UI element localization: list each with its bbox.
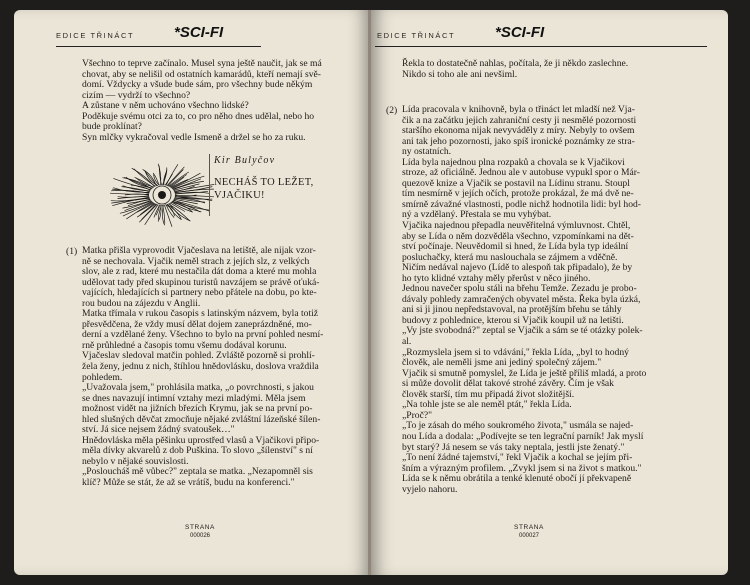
paragraph: Všechno to teprve začínalo. Musel syna ještě naučit, jak se má chovat, aby se nelišil od ostatních kamarádů, kteří nemají svě- domí. Vždycky a všude bude sám, pro všechny bude někým cizím — vydrží to všechno? A zůstane v něm uchováno všechno lidské? Poděkuje svému otci za to, co pro něho dnes udělal, nebo ho bude proklínat? Syn mlčky vykračoval vedle Ismeně a držel se ho za ruku. [82,58,322,143]
sci-fi-logo: *SCI-FI [174,24,224,41]
page-number: 000026 [189,533,211,539]
section-number: (1) [66,246,78,257]
left-page-header [14,24,370,44]
sci-fi-logo: *SCI-FI [495,24,545,41]
spiky-sphere-illustration [110,158,214,232]
page-label: STRANA [514,524,544,531]
left-page [14,10,370,575]
left-body-text [82,246,364,489]
right-page [371,10,728,575]
story-title: NECHÁŠ TO LEŽET, VJAČIKU! [214,177,314,201]
series-title: EDICE TŘINÁCT [56,31,135,40]
section-number: (2) [386,105,398,116]
right-page-footer [499,524,559,539]
header-rule [375,46,707,47]
series-title: EDICE TŘINÁCT [377,31,456,40]
right-body-text [402,105,702,495]
page-label: STRANA [185,524,215,531]
right-page-header [371,24,728,44]
left-top-text [82,59,364,143]
quote-divider [209,154,210,216]
page-number: 000027 [518,533,540,539]
left-page-footer [170,524,230,539]
paragraph: Matka přišla vyprovodit Vjačeslava na letiště, ale nijak vzor- ně se nechovala. Vjačik neměl strach z jejích slz, z velkých slov, ale z rad, které mu nestačila dát doma a které mu mohla udělovat tady před skupinou turistů navzájem se právě oťuká- vajících, hledajících si partnery nebo přátele na dobu, po kte- rou budou na zájezdu v Anglii. Matka třímala v rukou časopis s latinským názvem, byla totiž přesvědčena, že vždy musí dělat dojem zaneprázdněné, mo- derní a vzdělané ženy. Všechno to bylo na první pohled nesmí- rně průhledné a časopis tomu všemu dodával korunu. Vjačeslav sledoval matčin pohled. Zvláště pozorně si prohlí- žela ženy, jednu z nich, štíhlou hnědovlásku, doslova vraždila pohledem. „Uvažovala jsem," prohlásila matka, „o povrchnosti, s jakou se dnes navazují intimní vztahy mezi mladými. Měla jsem možnost vidět na jižních březích Krymu, jak se na první po- hled slušných děvčat zmocňuje nějaké zvláštní lázeňské šílen- ství. Já sice nejsem žádný svatoušek…" Hnědovláska měla pěšinku uprostřed vlasů a Vjačikovi připo- měla dívky akvarelů z dob Puškina. To slovo „šílenství" s ní nebylo v nějaké souvislosti. „Posloucháš mě vůbec?" zeptala se matka. „Nezapomněl sis klíč? Může se stát, že až se vrátíš, budu na konferenci." [82,245,324,489]
story-author: Kir Bulyčov [214,155,276,166]
story-title-block [214,155,354,202]
paragraph: Lída pracovala v knihovně, byla o třináct let mladší než Vja- čik a na začátku jejich zahraniční cesty ji nesmělé pozornosti staršího ekonoma nijak nevyváděly z míry. Nebyly to ovšem ani tak jeho pozornosti, jako spíš ironické poznámky ze stra- ny ostatních. Lída byla najednou plna rozpaků a chovala se k Vjačikovi stroze, až oficiálně. Jednou ale v autobuse vypukl spor o Már- quezově knize a Vjačik se postavil na Lídinu stranu. Stoupl tím nesmírně v jejích očích, protože prokázal, že má dvě ne- smírně závažné vlastnosti, podle nichž hodnotila lidi: byl hod- ný a vzdělaný. Přestala se mu vyhýbat. Vjačika najednou přepadla neuvěřitelná výmluvnost. Chtěl, aby se Lída o něm dozvěděla všechno, vzpomínkami na dět- ství počínaje. Neuvědomil si hned, že Lída byla typ ideální posluchačky, která mu naslouchala se zájmem a vděčně. Ničím nedával najevo (Lídě to alespoň tak připadalo), že by ho tyto klidné vztahy měly přerůst v něco jiného. Jednou navečer spolu stáli na břehu Temže. Zezadu je probo- dávaly pohledy zamračených obyvatel města. Řeka byla úzká, ani si ji jinou nepředstavoval, na protějším břehu se táhly budovy z pohlednice, kterou si Vjačik koupil už na letišti. „Vy jste svobodná?" zeptal se Vjačik a sám se té otázky polek- al. „Rozmyslela jsem si to vdávání," řekla Lída, „byl to hodný člověk, ale neměli jsme ani jediný společný zájem." Vjačik si smutně pomyslel, že Lída je ještě příliš mladá, a proto si může dovolit dělat takové strohé závěry. Čím je však člověk starší, tím mu připadá život složitější. „Na tohle jste se ale neměl ptát," řekla Lída. „Proč?" „To je zásah do mého soukromého života," usmála se najed- nou Lída a dodala: „Podívejte se ten legrační parník! Jak myslí byt starý? Já nesem se vás taky neptala, jestli jste ženatý." „To není žádné tajemství," řekl Vjačik a kochal se jejím při- šním a výrazným profilem. „Zvykl jsem si na život s matkou." Lída se k němu obrátila a tenké klenuté obočí jí překvapeně vyjelo nahoru. [402,104,647,495]
header-rule [56,46,261,47]
right-top-text [402,59,702,80]
paragraph: Řekla to dostatečně nahlas, počítala, že ji někdo zaslechne. Nikdo si toho ale ani nevšiml. [402,58,629,80]
